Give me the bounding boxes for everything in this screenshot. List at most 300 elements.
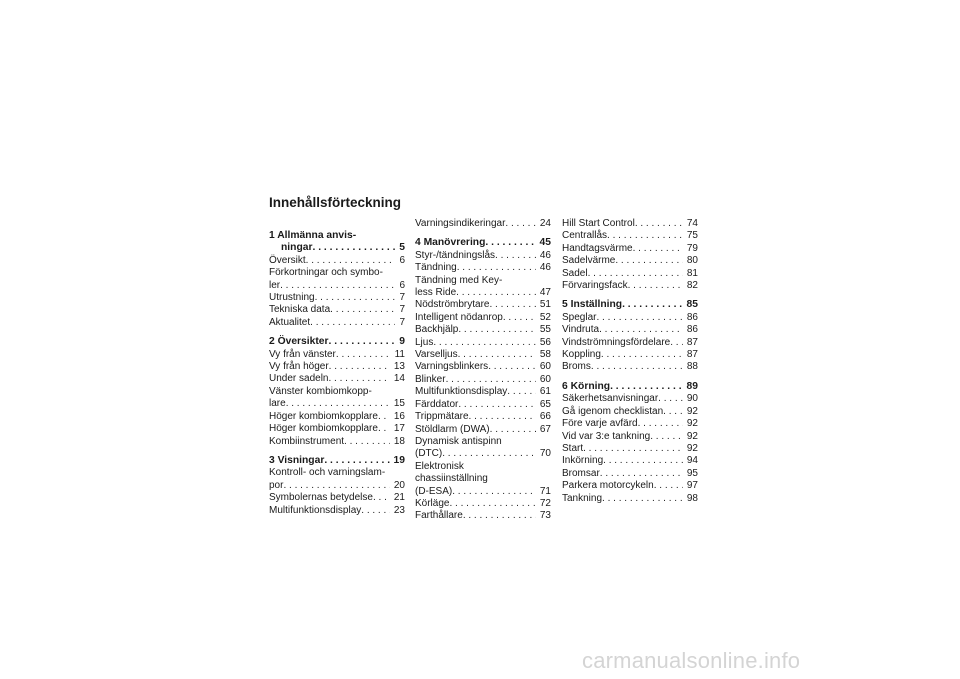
toc-entry-text: Elektronisk chassiinställning [415,460,488,485]
toc-entry-label [415,374,536,386]
toc-entry-text: Tankning [562,492,603,504]
toc-entry-text: Dynamisk antispinn [415,435,502,447]
toc-entry-text: Handtagsvärme [562,242,633,254]
dot-leader [458,349,536,361]
toc-entry-label [562,243,683,255]
toc-entry[interactable] [562,337,698,349]
toc-entry-text: Broms [562,361,591,373]
toc-page-number: 75 [686,230,698,242]
dot-leader [315,292,396,304]
dot-leader [469,411,536,423]
toc-entry-label [562,418,683,430]
toc-column-1 [269,230,405,517]
toc-entry-label [269,386,390,411]
toc-page-number: 92 [686,405,698,417]
toc-page-number: 51 [539,299,551,311]
toc-entry-label [269,505,390,517]
dot-leader [446,374,536,386]
toc-entry[interactable] [562,418,698,430]
dot-leader [433,337,536,349]
toc-page-number: 87 [686,349,698,361]
toc-entry[interactable] [269,423,405,435]
toc-entry-text: Tändning [415,262,457,274]
toc-entry-label [562,406,683,418]
toc-entry[interactable] [269,505,405,517]
dot-leader [306,255,396,267]
toc-page-number: 14 [393,373,405,385]
toc-entry-label [415,349,536,361]
toc-entry-text: Varningsindikeringar [415,218,506,229]
toc-entry-text: Körläge [415,497,450,509]
toc-entry[interactable] [415,250,551,262]
toc-entry-label [562,230,683,242]
toc-entry-label [562,381,683,393]
toc-entry-label [562,455,683,467]
dot-leader [615,255,683,267]
dot-leader [610,381,682,393]
dot-leader [463,510,536,522]
toc-entry[interactable] [415,349,551,361]
toc-entry-text: 3 Visningar [269,454,325,466]
dot-leader [658,393,683,405]
toc-entry[interactable] [269,349,405,361]
toc-entry[interactable] [415,510,551,522]
dot-leader [283,480,389,492]
toc-entry-text: Nödströmbrytare [415,299,490,311]
toc-entry-label [269,423,390,435]
toc-entry[interactable] [415,275,551,300]
toc-entry-label [269,411,390,423]
toc-entry-text: 1 Allmänna anvis- [269,230,357,241]
toc-page-number: 13 [393,361,405,373]
dot-leader [329,336,396,348]
toc-page-number: 92 [686,430,698,442]
toc-entry-label [562,349,683,361]
toc-entry-label [269,230,395,255]
dot-leader [330,304,395,316]
toc-entry-text: Utrustning [269,292,315,304]
toc-entry[interactable] [562,230,698,242]
toc-entry-label [269,349,391,361]
dot-leader [324,455,389,467]
toc-entry-label [269,455,390,467]
toc-entry-label [269,317,395,329]
toc-entry-text: Trippmätare [415,411,469,423]
toc-entry-text: Före varje avfärd [562,418,638,430]
toc-entry-text: Höger kombiomkopplare [269,423,378,435]
toc-entry[interactable] [269,386,405,411]
toc-entry[interactable] [415,299,551,311]
toc-column-3 [562,218,698,505]
dot-leader [361,505,390,517]
toc-entry-label [269,255,395,267]
toc-page-number: 85 [686,299,698,311]
toc-entry[interactable] [269,373,405,385]
dot-leader [633,243,683,255]
toc-page-number: 82 [686,280,698,292]
toc-entry-text: Ljus [415,336,434,348]
dot-leader [591,361,683,373]
toc-entry-label [415,411,536,423]
dot-leader [329,361,390,373]
toc-entry-text: Inkörning [562,455,604,467]
toc-entry[interactable] [562,468,698,480]
toc-column-2 [415,218,551,523]
toc-entry-text: Tändning med Key- [415,274,503,286]
toc-page-number: 56 [539,336,551,348]
dot-leader [654,480,683,492]
toc-page-number: 24 [539,218,551,229]
toc-chapter[interactable] [562,381,698,393]
toc-entry-text: Vy från vänster [269,348,336,360]
dot-leader [503,312,536,324]
toc-page-number: 15 [393,398,405,410]
toc-entry-text: Symbolernas betydelse [269,492,373,504]
toc-page-number: 7 [399,292,405,304]
toc-entry-text: Säkerhetsanvisningar [562,393,659,405]
toc-page-number: 88 [686,361,698,373]
toc-entry-text: Vänster kombiomkopp- [269,385,372,397]
dot-leader [458,324,536,336]
toc-page-number: 18 [393,435,405,447]
page-title: Innehållsförteckning [269,195,402,210]
toc-entry[interactable] [562,480,698,492]
toc-entry-label [269,361,390,373]
dot-leader [505,218,535,230]
watermark: carmanualsonline.info [582,648,801,673]
toc-entry-label [562,255,683,267]
toc-page-number: 97 [686,480,698,492]
dot-leader [607,230,683,242]
toc-page-number: 11 [394,348,405,360]
dot-leader [599,324,683,336]
toc-entry[interactable] [562,455,698,467]
toc-entry-text: Vy från höger [269,361,329,373]
toc-page-number: 66 [539,411,551,423]
dot-leader [602,493,683,505]
toc-entry[interactable] [269,304,405,316]
toc-entry-text: Bromsar [562,467,600,479]
toc-page-number: 46 [539,249,551,261]
dot-leader [286,398,390,410]
toc-entry-text: Styr-/tändningslås [415,249,496,261]
toc-entry-text: (DTC) [415,448,443,460]
toc-page-number: 7 [399,304,405,316]
toc-entry-text: Tekniska data [269,304,331,316]
dot-leader [312,242,395,254]
toc-entry-label [562,468,683,480]
toc-entry-label [269,267,395,292]
toc-page-number: 6 [399,254,405,266]
dot-leader [638,418,683,430]
toc-page-number: 19 [393,454,405,466]
toc-entry[interactable] [415,386,551,398]
toc-page-number: 92 [686,442,698,454]
dot-leader [600,468,683,480]
toc-entry-text: Multifunktionsdisplay [415,386,508,398]
toc-entry[interactable] [415,411,551,423]
toc-page-number: 67 [539,423,551,435]
toc-page-number: 90 [686,393,698,405]
toc-entry-text: Kontroll- och varningslam- [269,467,386,479]
toc-entry[interactable] [269,292,405,304]
dot-leader [490,424,536,436]
toc-chapter[interactable] [415,237,551,249]
toc-entry-text: Förkortningar och symbo- [269,267,383,279]
toc-entry[interactable] [415,324,551,336]
toc-entry-text: por [269,479,284,491]
toc-entry[interactable] [562,280,698,292]
toc-entry-text: Speglar [562,311,597,323]
toc-entry-label [269,436,390,448]
toc-entry[interactable] [415,424,551,436]
dot-leader [458,399,536,411]
toc-entry[interactable] [415,218,551,230]
toc-entry[interactable] [415,337,551,349]
toc-entry-label [269,304,395,316]
toc-page-number: 61 [539,386,551,398]
dot-leader [336,349,391,361]
toc-entry-label [415,250,536,262]
dot-leader [442,448,536,460]
toc-entry[interactable] [562,324,698,336]
toc-entry-text: Aktualitet [269,316,311,328]
toc-entry[interactable] [415,498,551,510]
toc-entry-label [415,510,536,522]
toc-entry-label [415,299,536,311]
toc-entry[interactable] [269,411,405,423]
dot-leader [310,317,395,329]
toc-entry-text: Hill Start Control [562,218,635,229]
toc-entry-label [562,312,683,324]
toc-page-number: 55 [539,324,551,336]
toc-page-number: 46 [539,262,551,274]
toc-entry-text: lare [269,398,286,410]
toc-entry-text: Varselljus [415,349,458,361]
toc-page-number: 47 [539,287,551,299]
toc-chapter[interactable] [269,336,405,348]
dot-leader [378,411,390,423]
toc-page-number: 86 [686,311,698,323]
toc-entry-label [269,292,395,304]
toc-entry-text: Förvaringsfack [562,280,628,292]
dot-leader [622,299,682,311]
toc-page-number: 73 [539,510,551,522]
toc-entry[interactable] [562,393,698,405]
toc-entry-label [415,218,536,230]
toc-entry[interactable] [562,349,698,361]
toc-entry-label [415,386,536,398]
dot-leader [596,312,682,324]
toc-page-number: 9 [399,336,405,348]
toc-entry[interactable] [415,361,551,373]
toc-entry-text: Sadel [562,267,588,279]
dot-leader [488,361,536,373]
toc-page-number: 95 [686,467,698,479]
dot-leader [280,280,395,292]
toc-page-number: 79 [686,242,698,254]
toc-page-number: 17 [393,423,405,435]
dot-leader [663,406,683,418]
dot-leader [635,218,683,230]
toc-entry[interactable] [562,218,698,230]
toc-entry-label [269,373,390,385]
toc-page-number: 6 [399,279,405,291]
toc-entry[interactable] [415,399,551,411]
toc-page-number: 89 [686,380,698,392]
toc-entry[interactable] [269,317,405,329]
toc-entry[interactable] [562,255,698,267]
dot-leader [449,498,535,510]
toc-entry-text: Översikt [269,254,306,266]
toc-entry-text: 2 Översikter [269,336,329,348]
toc-entry[interactable] [269,492,405,504]
toc-entry-label [415,498,536,510]
toc-page-number: 7 [399,316,405,328]
toc-entry-text: Koppling [562,349,601,361]
toc-page-number: 81 [686,267,698,279]
toc-page-number: 5 [399,242,405,254]
toc-entry-label [562,268,683,280]
toc-page-number: 94 [686,455,698,467]
toc-entry-text: Gå igenom checklistan [562,405,664,417]
toc-entry-text: Centrallås [562,230,608,242]
toc-page-number: 72 [539,497,551,509]
toc-entry-text: Backhjälp [415,324,459,336]
toc-entry-text: Start [562,442,584,454]
toc-entry-text: Vindströmningsfördelare [562,336,671,348]
toc-entry[interactable] [269,467,405,492]
toc-entry[interactable] [269,267,405,292]
toc-entry-label [415,361,536,373]
toc-entry-label [562,324,683,336]
toc-chapter[interactable] [562,299,698,311]
toc-entry-label [562,493,683,505]
toc-entry-text: Farthållare [415,510,463,522]
toc-entry-text: Intelligent nödanrop [415,311,503,323]
toc-entry[interactable] [562,243,698,255]
toc-entry-text: Färddator [415,398,459,410]
toc-entry[interactable] [562,268,698,280]
toc-entry[interactable] [415,374,551,386]
toc-page-number: 60 [539,373,551,385]
dot-leader [495,250,536,262]
toc-entry[interactable] [269,361,405,373]
dot-leader [601,349,683,361]
toc-entry[interactable] [415,461,551,498]
toc-entry-text: Blinker [415,373,446,385]
toc-chapter[interactable] [269,455,405,467]
toc-entry-text: Kombiinstrument [269,435,345,447]
toc-entry-text: Parkera motorcykeln [562,480,654,492]
toc-entry-label [415,399,536,411]
toc-entry-text: 5 Inställning [562,299,623,311]
toc-entry-label [415,324,536,336]
toc-entry[interactable] [562,431,698,443]
toc-entry-text: Sadelvärme [562,255,616,267]
toc-entry-text: 6 Körning [562,380,611,392]
toc-entry-label [415,262,536,274]
dot-leader [588,268,683,280]
toc-page-number: 70 [539,448,551,460]
toc-entry[interactable] [562,406,698,418]
toc-entry[interactable] [562,443,698,455]
toc-entry-label [415,237,536,249]
toc-entry-label [562,280,683,292]
toc-entry[interactable] [415,312,551,324]
toc-entry-label [415,337,536,349]
toc-page-number: 45 [539,237,551,249]
toc-page-number: 65 [539,398,551,410]
toc-entry-label [415,461,536,498]
dot-leader [456,287,536,299]
toc-chapter[interactable] [269,230,405,255]
toc-entry[interactable] [269,436,405,448]
toc-entry-label [562,337,683,349]
toc-page-number: 58 [539,349,551,361]
toc-page-number: 20 [393,479,405,491]
toc-page-number: 86 [686,324,698,336]
toc-entry-text: Vid var 3:e tankning [562,430,651,442]
toc-page-number: 60 [539,361,551,373]
dot-leader [328,373,389,385]
toc-page-number: 87 [686,336,698,348]
toc-entry[interactable] [562,312,698,324]
toc-page-number: 52 [539,311,551,323]
toc-entry-text: Multifunktionsdisplay [269,504,362,516]
toc-entry-text: Varningsblinkers [415,361,489,373]
toc-entry-text: 4 Manövrering [415,237,486,249]
dot-leader [583,443,683,455]
toc-entry-text: ningar [281,242,313,254]
toc-entry[interactable] [415,262,551,274]
dot-leader [628,280,683,292]
toc-page-number: 21 [393,492,405,504]
toc-entry[interactable] [415,436,551,461]
dot-leader [489,299,535,311]
toc-entry-text: ler [269,279,281,291]
toc-entry-label [562,443,683,455]
toc-page-number: 80 [686,255,698,267]
dot-leader [485,237,535,249]
dot-leader [507,386,536,398]
toc-entry-label [562,299,683,311]
toc-entry-label [415,275,536,300]
toc-entry-label [269,467,390,492]
dot-leader [670,337,683,349]
toc-entry-label [415,436,536,461]
toc-page-number: 16 [393,410,405,422]
toc-entry-label [415,424,536,436]
toc-entry-label [562,480,683,492]
toc-entry-text: Stöldlarm (DWA) [415,423,490,435]
toc-entry[interactable] [562,493,698,505]
toc-entry[interactable] [562,361,698,373]
toc-entry-text: Vindruta [562,324,600,336]
toc-entry-label [269,336,395,348]
toc-entry-label [562,218,683,230]
toc-page-number: 98 [686,492,698,504]
toc-page-number: 71 [539,485,551,497]
toc-entry-text: Under sadeln [269,373,329,385]
dot-leader [378,423,390,435]
dot-leader [373,492,390,504]
toc-page-number: 23 [393,504,405,516]
dot-leader [650,431,683,443]
toc-entry-text: (D-ESA) [415,485,453,497]
toc-entry-text: Höger kombiomkopplare [269,410,378,422]
toc-entry[interactable] [269,255,405,267]
